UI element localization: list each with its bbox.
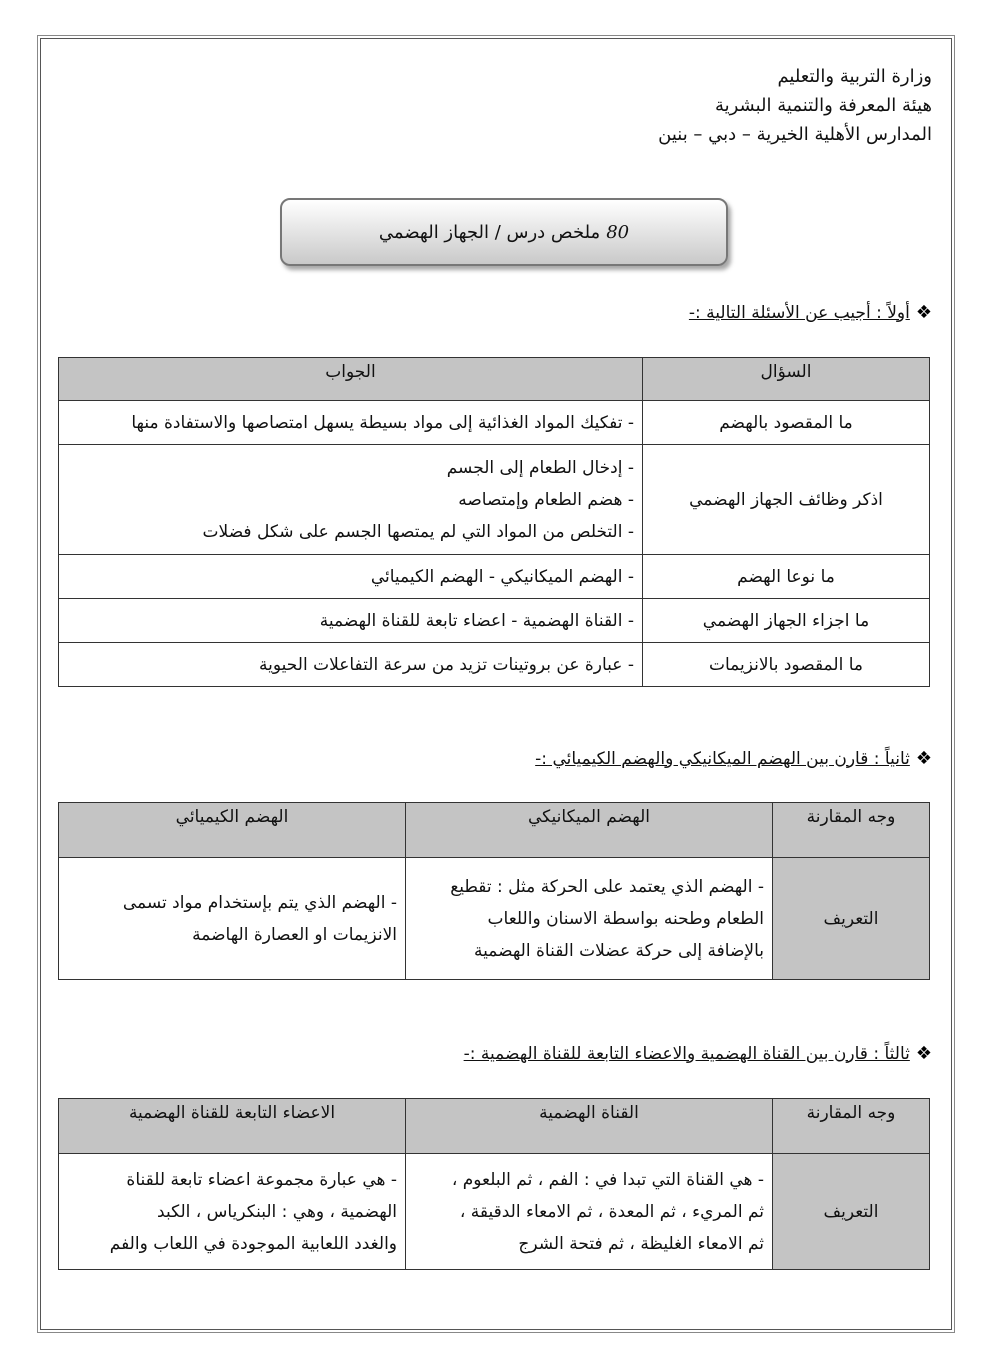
- table-row: [59, 555, 930, 599]
- definition-label: التعريف: [773, 1154, 930, 1270]
- table-row: [59, 599, 930, 643]
- question-cell: ما المقصود بالانزيمات: [643, 643, 930, 687]
- canal-definition: - هي القناة التي تبدا في : الفم ، ثم البلعوم ، ثم المريء ، ثم المعدة ، ثم الامعاء الدقيقة ، ثم الامعاء الغليظة ، ثم فتحة الشرج: [406, 1154, 773, 1270]
- section1-heading: ❖ أولاً : أجيب عن الأسئلة التالية :-: [688, 302, 932, 323]
- table-header-row: [59, 1099, 930, 1154]
- diamond-bullet-icon: ❖: [915, 1043, 932, 1064]
- accessory-organs-header: الاعضاء التابعة للقناة الهضمية: [59, 1099, 406, 1154]
- lesson-title-box: [280, 198, 728, 266]
- school-name: المدارس الأهلية الخيرية – دبي – بنين: [658, 124, 932, 145]
- definition-label: التعريف: [773, 858, 930, 980]
- table-row: [59, 445, 930, 555]
- book-logo-icon: 80: [606, 221, 630, 243]
- answer-cell: - تفكيك المواد الغذائية إلى مواد بسيطة يسهل امتصاصها والاستفادة منها: [59, 401, 643, 445]
- table-header-row: [59, 358, 930, 401]
- digestive-parts-table: [58, 1098, 930, 1270]
- table-row: [59, 643, 930, 687]
- diamond-bullet-icon: ❖: [915, 302, 932, 323]
- questions-table: [58, 357, 930, 687]
- table-row: [59, 858, 930, 980]
- canal-header: القناة الهضمية: [406, 1099, 773, 1154]
- question-cell: ما المقصود بالهضم: [643, 401, 930, 445]
- aspect-header: وجه المقارنة: [773, 803, 930, 858]
- answer-cell: - إدخال الطعام إلى الجسم - هضم الطعام وإمتصاصه - التخلص من المواد التي لم يمتصها الجسم على شكل فضلات: [59, 445, 643, 555]
- school-header: [658, 62, 932, 149]
- chemical-definition: - الهضم الذي يتم بإستخدام مواد تسمى الانزيمات او العصارة الهاضمة: [59, 858, 406, 980]
- lesson-title: ملخص درس / الجهاز الهضمي: [378, 221, 601, 243]
- answer-cell: - القناة الهضمية - اعضاء تابعة للقناة الهضمية: [59, 599, 643, 643]
- digestion-types-table: [58, 802, 930, 980]
- accessory-organs-definition: - هي عبارة مجموعة اعضاء تابعة للقناة الهضمية ، وهي : البنكرياس ، الكبد والغدد اللعابية الموجودة في اللعاب والفم: [59, 1154, 406, 1270]
- mechanical-header: الهضم الميكانيكي: [406, 803, 773, 858]
- table-row: [59, 1154, 930, 1270]
- question-cell: ما نوعا الهضم: [643, 555, 930, 599]
- table-row: [59, 401, 930, 445]
- answer-cell: - عبارة عن بروتينات تزيد من سرعة التفاعلات الحيوية: [59, 643, 643, 687]
- authority-name: هيئة المعرفة والتنمية البشرية: [714, 95, 932, 116]
- chemical-header: الهضم الكيميائي: [59, 803, 406, 858]
- mechanical-definition: - الهضم الذي يعتمد على الحركة مثل : تقطيع الطعام وطحنه بواسطة الاسنان واللعاب بالإضافة إلى حركة عضلات القناة الهضمية: [406, 858, 773, 980]
- answer-cell: - الهضم الميكانيكي - الهضم الكيميائي: [59, 555, 643, 599]
- ministry-name: وزارة التربية والتعليم: [777, 66, 932, 87]
- question-header: السؤال: [643, 358, 930, 401]
- section3-heading: ❖ ثالثاً : قارن بين القناة الهضمية والاعضاء التابعة للقناة الهضمية :-: [463, 1043, 932, 1064]
- question-cell: اذكر وظائف الجهاز الهضمي: [643, 445, 930, 555]
- table-header-row: [59, 803, 930, 858]
- answer-header: الجواب: [59, 358, 643, 401]
- section2-heading: ❖ ثانياً : قارن بين الهضم الميكانيكي والهضم الكيميائي :-: [535, 748, 932, 769]
- diamond-bullet-icon: ❖: [915, 748, 932, 769]
- aspect-header: وجه المقارنة: [773, 1099, 930, 1154]
- question-cell: ما اجزاء الجهاز الهضمي: [643, 599, 930, 643]
